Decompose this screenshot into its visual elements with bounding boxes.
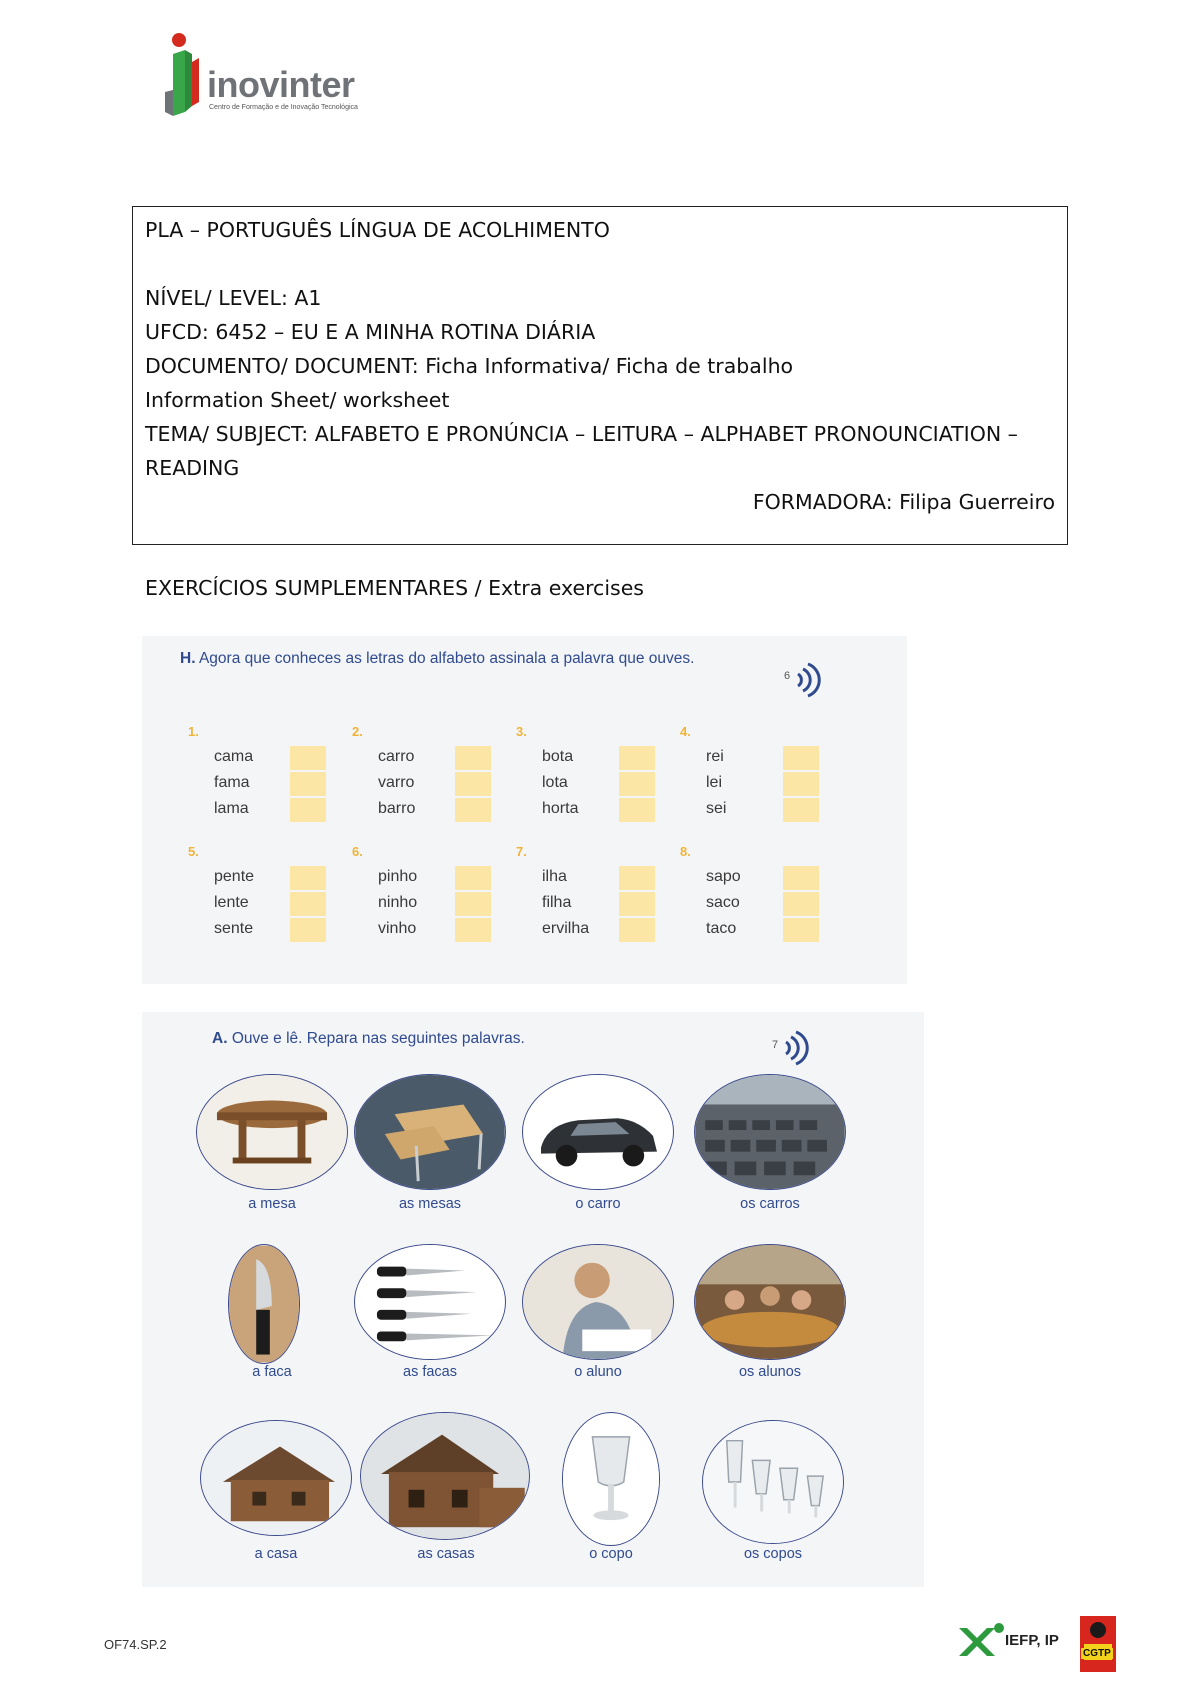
answer-checkbox[interactable]: [455, 746, 491, 770]
document-line-2: Information Sheet/ worksheet: [145, 388, 450, 412]
answer-checkbox[interactable]: [290, 866, 326, 890]
knife-image: [228, 1244, 300, 1364]
group-number: 7.: [516, 844, 527, 859]
logo-brand: inovinter: [207, 64, 355, 105]
document-header-box: [132, 206, 1068, 545]
exercise-a-text: Ouve e lê. Repara nas seguintes palavras.: [231, 1030, 525, 1047]
document-code: OF74.SP.2: [104, 1637, 167, 1652]
exercise-a-title: [212, 1030, 525, 1048]
answer-checkbox[interactable]: [290, 798, 326, 822]
group-number: 6.: [352, 844, 363, 859]
glasses-image: [702, 1420, 844, 1544]
picture-caption: o aluno: [574, 1364, 622, 1380]
inovinter-logo: [165, 32, 365, 122]
word-option: ilha: [542, 868, 567, 885]
document-line: DOCUMENTO/ DOCUMENT: Ficha Informativa/ Ficha de trabalho: [145, 354, 794, 378]
word-option: fama: [214, 774, 250, 791]
trainer-line: FORMADORA: Filipa Guerreiro: [752, 490, 1055, 514]
answer-checkbox[interactable]: [619, 918, 655, 942]
answer-checkbox[interactable]: [619, 798, 655, 822]
word-option: sapo: [706, 868, 741, 885]
word-option: pente: [214, 868, 255, 885]
glass-image: [562, 1412, 660, 1546]
exercise-h-letter: H.: [180, 650, 196, 667]
tables-image: [354, 1074, 506, 1190]
answer-checkbox[interactable]: [455, 798, 491, 822]
answer-checkbox[interactable]: [783, 918, 819, 942]
answer-checkbox[interactable]: [783, 892, 819, 916]
audio-icon[interactable]: [778, 1028, 812, 1068]
exercise-h-title: [180, 650, 694, 668]
audio-track-number: 6: [784, 670, 791, 682]
students-image: [694, 1244, 846, 1360]
answer-checkbox[interactable]: [783, 866, 819, 890]
ufcd-line: UFCD: 6452 – EU E A MINHA ROTINA DIÁRIA: [145, 320, 596, 344]
word-option: filha: [542, 894, 572, 911]
word-option: varro: [378, 774, 415, 791]
table-image: [196, 1074, 348, 1190]
group-number: 3.: [516, 724, 527, 739]
answer-checkbox[interactable]: [619, 892, 655, 916]
audio-icon[interactable]: [790, 660, 824, 700]
word-option: lota: [542, 774, 568, 791]
answer-checkbox[interactable]: [619, 866, 655, 890]
answer-checkbox[interactable]: [455, 918, 491, 942]
word-option: barro: [378, 800, 416, 817]
extra-exercises-title: EXERCÍCIOS SUMPLEMENTARES / Extra exercises: [145, 576, 644, 600]
student-image: [522, 1244, 674, 1360]
cgtp-logo-text: CGTP: [1083, 1648, 1111, 1659]
word-option: saco: [706, 894, 740, 911]
inovinter-logo-icon: [165, 32, 211, 122]
word-option: lama: [214, 800, 249, 817]
group-number: 5.: [188, 844, 199, 859]
houses-image: [360, 1412, 530, 1540]
answer-checkbox[interactable]: [290, 892, 326, 916]
word-option: sente: [214, 920, 254, 937]
group-number: 8.: [680, 844, 691, 859]
answer-checkbox[interactable]: [619, 746, 655, 770]
picture-caption: a casa: [254, 1546, 298, 1562]
word-option: lente: [214, 894, 249, 911]
answer-checkbox[interactable]: [290, 746, 326, 770]
group-number: 2.: [352, 724, 363, 739]
answer-checkbox[interactable]: [783, 746, 819, 770]
exercise-h-text: Agora que conheces as letras do alfabeto assinala a palavra que ouves.: [198, 650, 695, 667]
answer-checkbox[interactable]: [455, 772, 491, 796]
car-image: [522, 1074, 674, 1190]
logo-subtitle: Centro de Formação e de Inovação Tecnológica: [209, 104, 358, 111]
word-option: taco: [706, 920, 737, 937]
level-line: NÍVEL/ LEVEL: A1: [145, 286, 322, 310]
picture-caption: os carros: [740, 1196, 800, 1212]
word-option: bota: [542, 748, 574, 765]
answer-checkbox[interactable]: [455, 892, 491, 916]
picture-caption: o carro: [575, 1196, 621, 1212]
word-option: lei: [706, 774, 723, 791]
house-image: [200, 1420, 352, 1536]
group-number: 4.: [680, 724, 691, 739]
picture-caption: os alunos: [738, 1364, 802, 1380]
picture-caption: as casas: [417, 1546, 475, 1562]
word-option: vinho: [378, 920, 417, 937]
answer-checkbox[interactable]: [783, 798, 819, 822]
answer-checkbox[interactable]: [290, 918, 326, 942]
spacer: [145, 247, 1055, 281]
word-option: pinho: [378, 868, 418, 885]
word-option: sei: [706, 800, 727, 817]
answer-checkbox[interactable]: [783, 772, 819, 796]
word-option: rei: [706, 748, 724, 765]
iefp-logo-text: IEFP, IP: [1005, 1632, 1059, 1649]
word-option: ninho: [378, 894, 418, 911]
traffic-image: [694, 1074, 846, 1190]
exercise-a-letter: A.: [212, 1030, 228, 1047]
picture-caption: as facas: [403, 1364, 457, 1380]
word-option: ervilha: [542, 920, 590, 937]
audio-track-number: 7: [772, 1039, 779, 1051]
word-option: carro: [378, 748, 415, 765]
exercise-h-panel: [142, 636, 907, 984]
word-option: horta: [542, 800, 579, 817]
picture-caption: o copo: [589, 1546, 633, 1562]
answer-checkbox[interactable]: [290, 772, 326, 796]
exercise-a-panel: [142, 1012, 924, 1587]
group-number: 1.: [188, 724, 199, 739]
knives-image: [354, 1244, 506, 1360]
picture-caption: a mesa: [248, 1196, 296, 1212]
cgtp-logo-icon: [1078, 1614, 1118, 1674]
picture-caption: a faca: [252, 1364, 292, 1380]
answer-checkbox[interactable]: [619, 772, 655, 796]
word-option: cama: [214, 748, 254, 765]
picture-caption: as mesas: [398, 1196, 462, 1212]
course-title: PLA – PORTUGUÊS LÍNGUA DE ACOLHIMENTO: [145, 218, 610, 242]
picture-caption: os copos: [743, 1546, 803, 1562]
answer-checkbox[interactable]: [455, 866, 491, 890]
subject-line: TEMA/ SUBJECT: ALFABETO E PRONÚNCIA – LEITURA – ALPHABET PRONOUNCIATION – READING: [145, 422, 1018, 480]
